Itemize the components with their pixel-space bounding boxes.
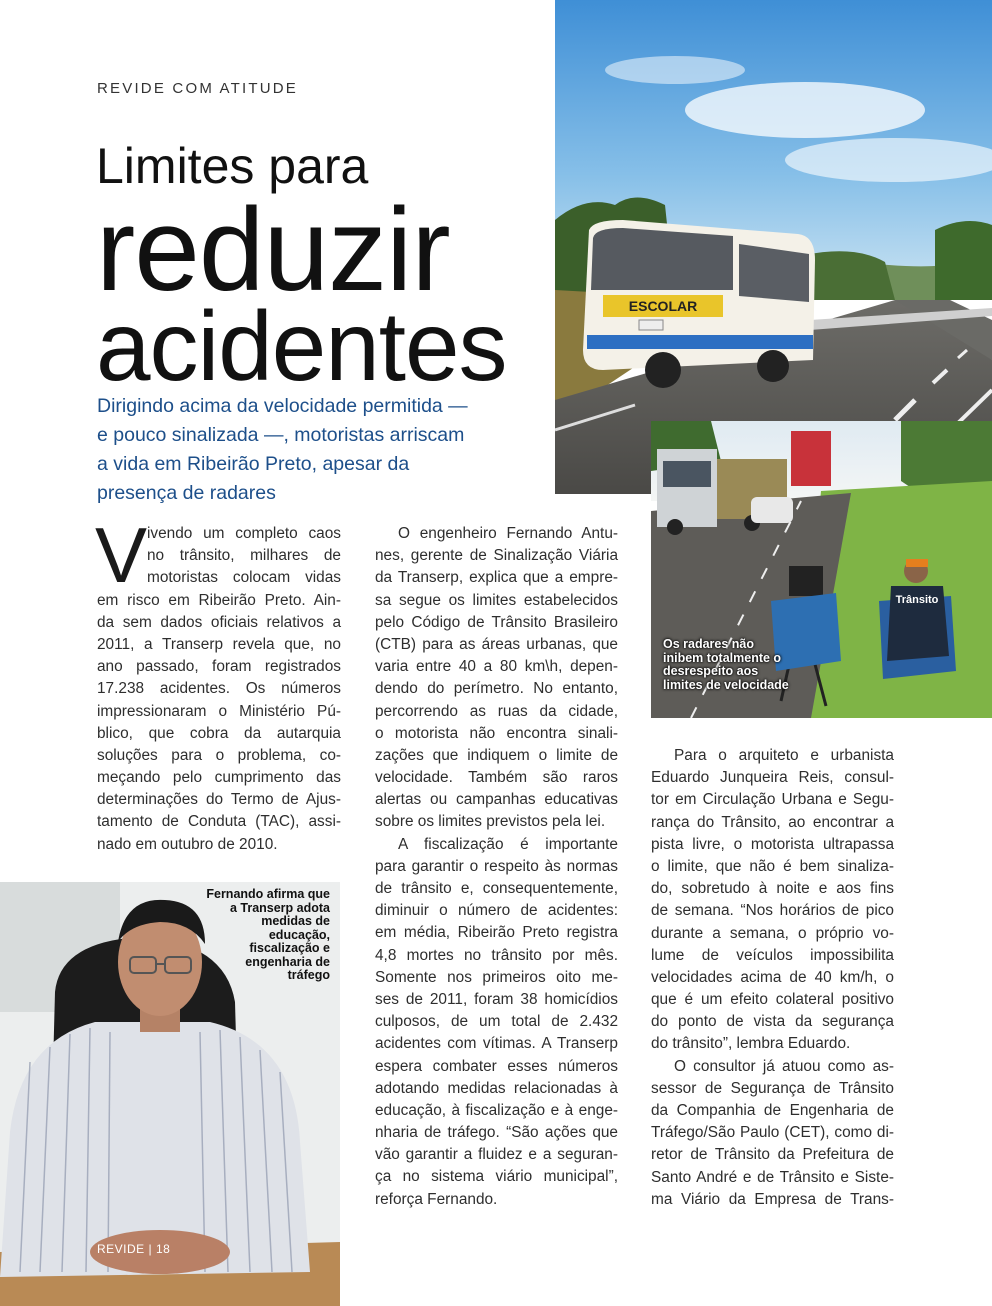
bus-road-photo <box>555 0 992 494</box>
text-line: soluções para o problema, co- <box>97 746 341 764</box>
text-line: impressionaram o Ministério Pú- <box>97 702 341 720</box>
text-line: dendo do perímetro. No entanto, <box>375 680 618 698</box>
text-line: do ponto de vista da segurança <box>651 1013 894 1031</box>
text-line: que é um efeito colateral positivo <box>651 991 894 1009</box>
text-line: A fiscalização é importante <box>398 835 618 853</box>
drop-cap: V <box>95 511 148 599</box>
text-line: (CTB) para as áreas urbanas, que <box>375 635 618 653</box>
text-line: durante a semana, o próprio vo- <box>651 924 894 942</box>
text-line: ma Viário da Empresa de Trans- <box>651 1190 894 1208</box>
text-line: sessor de Segurança de Trânsito <box>651 1079 894 1097</box>
text-line: O engenheiro Fernando Antu- <box>398 525 618 542</box>
text-line: reforça Fernando. <box>375 1190 498 1208</box>
text-line: do trânsito”, lembra Eduardo. <box>651 1035 851 1053</box>
text-line: culposos, de um total de 2.432 <box>375 1013 618 1031</box>
text-line: lume de veículos impossibilita <box>651 946 894 964</box>
text-line: nado em outubro de 2010. <box>97 835 278 853</box>
text-line: diminuir o número de acidentes: <box>375 902 618 920</box>
text-line: determinações do Termo de Ajus- <box>97 791 341 809</box>
text-line: pista livre, o motorista ultrapassa <box>651 835 894 853</box>
text-line: em média, Ribeirão Preto registra <box>375 924 618 942</box>
text-line: 4,8 mortes no trânsito por mês. <box>375 946 618 964</box>
text-line: retor de Trânsito da Prefeitura de <box>651 1146 894 1164</box>
text-line: ano passado, foram registrados <box>97 658 341 676</box>
headline-line-3: acidentes <box>96 291 507 401</box>
text-line: Tráfego/São Paulo (CET), como di- <box>651 1124 894 1142</box>
text-line: da sem dados oficiais relativos a <box>97 613 341 631</box>
text-line: educação, à fiscalização e à enge- <box>375 1101 618 1119</box>
text-line: de semana. “Nos horários de pico <box>651 902 894 920</box>
subtitle-line: presença de radares <box>97 482 276 504</box>
subtitle <box>97 392 537 508</box>
text-line: velocidades acima de 40 km/h, o <box>651 968 894 986</box>
headline-line-1: Limites para <box>96 138 369 194</box>
text-line: motoristas colocam vidas <box>147 569 341 587</box>
text-line: ça no sistema viário municipal”, <box>375 1168 618 1186</box>
text-line: vão garantir a fluidez e a seguran- <box>375 1146 618 1164</box>
text-line: meçando pelo cumprimento das <box>97 769 341 787</box>
text-line: sobre os limites previstos pela lei. <box>375 813 606 831</box>
text-line: do, sobretudo à noite e aos fins <box>651 880 894 898</box>
text-line: de trânsito e, consequentemente, <box>375 880 618 897</box>
bus-sign-text: ESCOLAR <box>628 298 698 314</box>
subtitle-line: Dirigindo acima da velocidade permitida — <box>97 395 468 417</box>
text-line: tor em Circulação Urbana e Segu- <box>651 791 894 809</box>
text-line: espera combater esses números <box>375 1057 618 1075</box>
page-footer: REVIDE | 18 <box>97 1242 171 1256</box>
text-line: blico, que cobra da autarquia <box>97 724 341 742</box>
text-line: tamento de Conduta (TAC), assi- <box>97 813 341 831</box>
text-line: 2011, a Transerp revela que, no <box>97 635 341 653</box>
text-line: Para o arquiteto e urbanista <box>674 747 894 764</box>
text-line: para garantir o respeito às normas <box>375 857 618 875</box>
text-line: alertas ou campanhas educativas <box>375 791 618 809</box>
article-column-1 <box>97 523 341 856</box>
text-line: 17.238 acidentes. Os números <box>97 680 341 698</box>
text-line: ivendo um completo caos <box>147 525 341 542</box>
text-line: pelo Código de Trânsito Brasileiro <box>375 613 618 631</box>
text-line: O consultor já atuou como as- <box>674 1057 894 1075</box>
text-line: acidentes com vítimas. A Transerp <box>375 1035 618 1053</box>
text-line: Somente nos primeiros oito me- <box>375 968 618 986</box>
text-line: percorrendo as ruas da cidade, <box>375 702 618 720</box>
subtitle-line: e pouco sinalizada —, motoristas arriscam <box>97 424 465 446</box>
text-line: zações que indiquem o limite de <box>375 746 618 764</box>
text-line: Eduardo Junqueira Reis, consul- <box>651 769 894 787</box>
subtitle-line: a vida em Ribeirão Preto, apesar da <box>97 453 410 475</box>
headline-line-2: reduzir <box>96 184 450 316</box>
text-line: varia entre 40 a 80 km\h, depen- <box>375 658 618 676</box>
text-line: da Companhia de Engenharia de <box>651 1102 894 1119</box>
text-line: ses de 2011, foram 38 homicídios <box>375 990 618 1008</box>
section-label: REVIDE COM ATITUDE <box>97 80 299 97</box>
text-line: no trânsito, milhares de <box>147 547 341 565</box>
text-line: Santo André e de Trânsito e Siste- <box>651 1168 894 1186</box>
article-column-2 <box>375 523 618 1211</box>
article-column-3 <box>651 745 894 1211</box>
text-line: em risco em Ribeirão Preto. Ain- <box>97 591 341 609</box>
text-line: o limite, que não é bem sinaliza- <box>651 857 894 875</box>
text-line: adotando medidas relacionadas à <box>375 1079 618 1097</box>
text-line: nes, gerente de Sinalização Viária <box>375 547 618 565</box>
shirt-text: Trânsito <box>895 594 939 606</box>
text-line: sa segue os limites estabelecidos <box>375 591 618 609</box>
text-line: rança do Trânsito, ao encontrar a <box>651 813 894 831</box>
text-line: velocidade. Também são raros <box>375 769 618 787</box>
fernando-photo-caption: Fernando afirma que a Transerp adota medidas de educação, fiscalização e engenharia de tráfego <box>206 887 330 982</box>
radar-photo-caption: Os radares não inibem totalmente o desrespeito aos limites de velocidade <box>663 637 789 692</box>
text-line: da Transerp, explica que a empre- <box>375 569 618 587</box>
text-line: nharia de tráfego. “São ações que <box>375 1124 618 1142</box>
text-line: o motorista não encontra sinali- <box>375 724 618 742</box>
